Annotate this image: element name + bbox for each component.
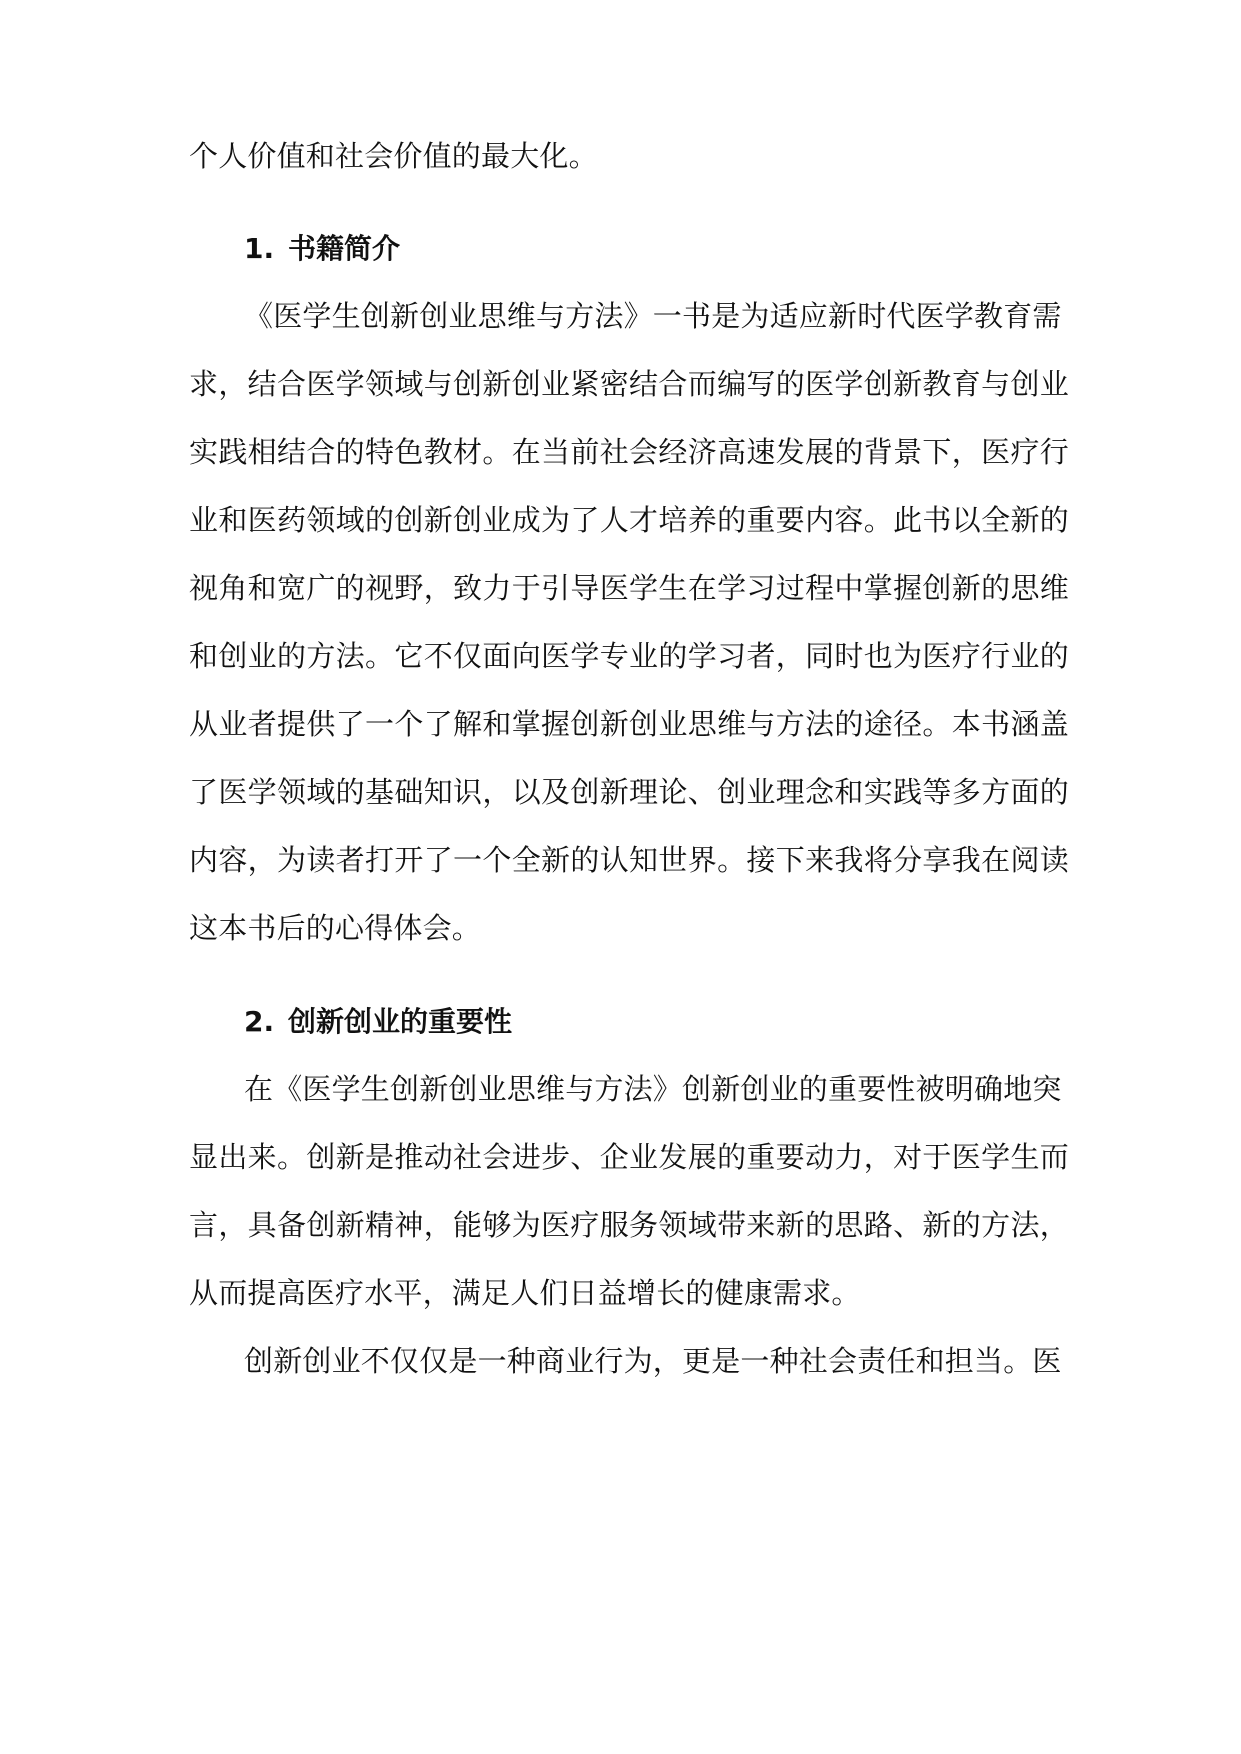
paragraph-line: 创新创业不仅仅是一种商业行为，更是一种社会责任和担当。医 — [244, 1344, 1062, 1378]
section-heading-1 — [244, 229, 400, 269]
paragraph-line: 内容，为读者打开了一个全新的认知世界。接下来我将分享我在阅读 — [189, 843, 1069, 877]
paragraph-line: 了医学领域的基础知识，以及创新理论、创业理念和实践等多方面的 — [189, 775, 1069, 809]
section-title: 创新创业的重要性 — [288, 1005, 513, 1038]
continuation-line: 个人价值和社会价值的最大化。 — [189, 139, 598, 173]
paragraph-line: 这本书后的心得体会。 — [189, 911, 482, 945]
paragraph-line: 从业者提供了一个了解和掌握创新创业思维与方法的途径。本书涵盖 — [189, 707, 1069, 741]
paragraph-line: 在《医学生创新创业思维与方法》创新创业的重要性被明确地突 — [244, 1072, 1062, 1106]
paragraph-line: 业和医药领域的创新创业成为了人才培养的重要内容。此书以全新的 — [189, 503, 1069, 537]
paragraph-line: 视角和宽广的视野，致力于引导医学生在学习过程中掌握创新的思维 — [189, 571, 1069, 605]
paragraph-line: 显出来。创新是推动社会进步、企业发展的重要动力，对于医学生而 — [189, 1140, 1069, 1174]
section-title: 书籍简介 — [288, 232, 401, 265]
section-number: 2. — [244, 1005, 275, 1038]
section-heading-2 — [244, 1002, 512, 1042]
paragraph-line: 求，结合医学领域与创新创业紧密结合而编写的医学创新教育与创业 — [189, 367, 1069, 401]
paragraph-line: 实践相结合的特色教材。在当前社会经济高速发展的背景下，医疗行 — [189, 435, 1069, 469]
paragraph-line: 从而提高医疗水平，满足人们日益增长的健康需求。 — [189, 1276, 861, 1310]
paragraph-line: 和创业的方法。它不仅面向医学专业的学习者，同时也为医疗行业的 — [189, 639, 1069, 673]
paragraph-line: 《医学生创新创业思维与方法》一书是为适应新时代医学教育需 — [244, 299, 1062, 333]
section-number: 1. — [244, 232, 275, 265]
paragraph-line: 言，具备创新精神，能够为医疗服务领域带来新的思路、新的方法， — [189, 1208, 1069, 1242]
